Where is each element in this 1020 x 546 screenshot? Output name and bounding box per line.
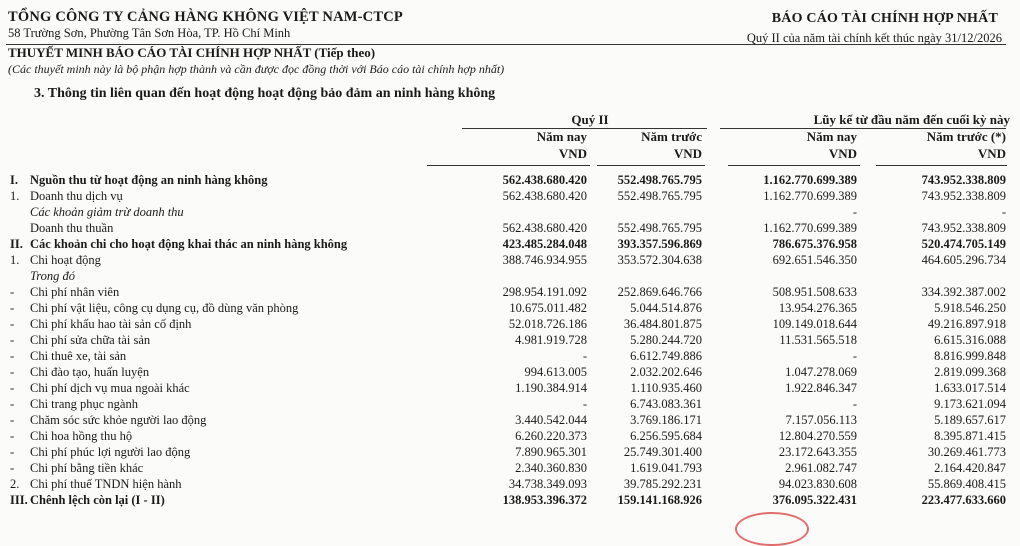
row-label: Chi phí vật liệu, công cụ dụng cụ, đồ dùng văn phòng: [30, 301, 299, 315]
column-header-label: Năm nay: [536, 129, 587, 144]
company-name: TỔNG CÔNG TY CẢNG HÀNG KHÔNG VIỆT NAM-CTCP: [8, 9, 403, 25]
row-value: -: [1001, 205, 1006, 219]
row-value: 508.951.508.633: [772, 285, 857, 299]
table-row: [0, 461, 1020, 476]
row-value: 743.952.338.809: [921, 221, 1006, 235]
row-value: 23.172.643.355: [778, 445, 857, 459]
row-value: 1.190.384.914: [515, 381, 587, 395]
row-value: 1.162.770.699.389: [763, 189, 857, 203]
column-header-prior-ytd: [927, 128, 1006, 162]
report-title: BÁO CÁO TÀI CHÍNH HỢP NHẤT: [771, 11, 998, 26]
row-label: Chi phí nhân viên: [30, 285, 120, 299]
row-value: 55.869.408.415: [927, 477, 1006, 491]
row-code: -: [10, 365, 15, 379]
row-value: 6.612.749.886: [630, 349, 702, 363]
row-value: 5.189.657.617: [934, 413, 1006, 427]
table-row: [0, 285, 1020, 300]
column-header-current-quarter: [537, 128, 587, 162]
table-row: [0, 253, 1020, 268]
row-value: 552.498.765.795: [617, 173, 702, 187]
row-value: 8.816.999.848: [934, 349, 1006, 363]
row-value: 520.474.705.149: [921, 237, 1006, 251]
row-value: 8.395.871.415: [934, 429, 1006, 443]
column-header-current-ytd: [807, 128, 857, 162]
row-value: 5.044.514.876: [630, 301, 702, 315]
row-value: 743.952.338.809: [921, 173, 1006, 187]
row-label: Chi phí thuế TNDN hiện hành: [30, 477, 182, 491]
column-header-unit: VND: [977, 146, 1006, 161]
row-value: 10.675.011.482: [509, 301, 587, 315]
row-code: -: [10, 349, 15, 363]
table-row: [0, 365, 1020, 380]
row-value: 252.869.646.766: [617, 285, 702, 299]
group-heading-quarter: Quý II: [571, 112, 609, 127]
row-value: 3.769.186.171: [630, 413, 702, 427]
row-value: 6.743.083.361: [630, 397, 702, 411]
row-value: 2.340.360.830: [515, 461, 587, 475]
row-value: 1.110.935.460: [630, 381, 702, 395]
row-value: 562.438.680.420: [502, 173, 587, 187]
table-row: [0, 445, 1020, 460]
row-value: 2.819.099.368: [934, 365, 1006, 379]
row-value: 109.149.018.644: [772, 317, 857, 331]
column-header-unit: VND: [673, 146, 702, 161]
column-rule: [597, 165, 705, 166]
row-value: -: [852, 349, 857, 363]
row-value: 786.675.376.958: [772, 237, 857, 251]
row-value: 1.047.278.069: [785, 365, 857, 379]
row-value: 5.280.244.720: [630, 333, 702, 347]
column-header-prior-quarter: [641, 128, 702, 162]
column-rule: [728, 165, 860, 166]
row-value: -: [852, 205, 857, 219]
row-code: -: [10, 429, 15, 443]
row-label: Chênh lệch còn lại (I - II): [30, 493, 165, 507]
row-value: -: [852, 397, 857, 411]
row-code: II.: [10, 237, 23, 251]
row-value: 423.485.284.048: [502, 237, 587, 251]
row-value: 552.498.765.795: [617, 221, 702, 235]
table-row: [0, 477, 1020, 492]
row-value: 388.746.934.955: [502, 253, 587, 267]
row-value: 138.953.396.372: [502, 493, 587, 507]
row-value: 1.922.846.347: [785, 381, 857, 395]
row-value: 2.961.082.747: [785, 461, 857, 475]
group-heading-ytd: Lũy kế từ đầu năm đến cuối kỳ này: [813, 112, 1010, 127]
row-value: 49.216.897.918: [927, 317, 1006, 331]
row-value: 562.438.680.420: [502, 221, 587, 235]
row-value: 562.438.680.420: [502, 189, 587, 203]
row-value: 4.981.919.728: [515, 333, 587, 347]
row-value: 2.164.420.847: [934, 461, 1006, 475]
row-value: 1.162.770.699.389: [763, 173, 857, 187]
row-value: -: [582, 397, 587, 411]
row-value: 552.498.765.795: [617, 189, 702, 203]
row-value: 25.749.301.400: [623, 445, 702, 459]
row-label: Chi trang phục ngành: [30, 397, 138, 411]
table-row: [0, 397, 1020, 412]
table-row: [0, 317, 1020, 332]
row-code: 1.: [10, 189, 20, 203]
notes-subtitle: (Các thuyết minh này là bộ phận hợp thành và cần được đọc đồng thời với Báo cáo tài chính hợp nhất): [8, 62, 505, 76]
table-row: [0, 381, 1020, 396]
table-row: [0, 237, 1020, 252]
row-code: 2.: [10, 477, 20, 491]
row-label: Doanh thu thuần: [30, 221, 114, 235]
row-value: 94.023.830.608: [778, 477, 857, 491]
row-value: 353.572.304.638: [617, 253, 702, 267]
row-value: 1.633.017.514: [934, 381, 1006, 395]
row-value: 36.484.801.875: [623, 317, 702, 331]
row-code: -: [10, 317, 15, 331]
row-label: Chi thuê xe, tài sản: [30, 349, 127, 363]
row-value: 1.162.770.699.389: [763, 221, 857, 235]
row-value: 5.918.546.250: [934, 301, 1006, 315]
table-row: [0, 221, 1020, 236]
row-code: 1.: [10, 253, 20, 267]
notes-title: THUYẾT MINH BÁO CÁO TÀI CHÍNH HỢP NHẤT (Tiếp theo): [8, 45, 376, 60]
row-value: 223.477.633.660: [921, 493, 1006, 507]
row-label: Chi phí dịch vụ mua ngoài khác: [30, 381, 190, 395]
row-value: 7.157.056.113: [785, 413, 857, 427]
row-value: 39.785.292.231: [623, 477, 702, 491]
row-value: 159.141.168.926: [617, 493, 702, 507]
row-value: 464.605.296.734: [921, 253, 1006, 267]
row-label: Chi phí sửa chữa tài sản: [30, 333, 151, 347]
row-code: -: [10, 333, 15, 347]
row-value: 6.260.220.373: [515, 429, 587, 443]
row-value: 1.619.041.793: [630, 461, 702, 475]
table-row: [0, 429, 1020, 444]
row-value: 7.890.965.301: [515, 445, 587, 459]
row-code: -: [10, 413, 15, 427]
row-value: 12.804.270.559: [778, 429, 857, 443]
row-value: 30.269.461.773: [927, 445, 1006, 459]
row-label: Chi phí bằng tiền khác: [30, 461, 144, 475]
row-label: Chi hoa hồng thu hộ: [30, 429, 133, 443]
column-header-unit: VND: [558, 146, 587, 161]
table-row: [0, 301, 1020, 316]
table-row: [0, 205, 1020, 220]
row-code: -: [10, 397, 15, 411]
row-code: -: [10, 285, 15, 299]
table-row: [0, 493, 1020, 508]
row-label: Chăm sóc sức khỏe người lao động: [30, 413, 207, 427]
row-value: 6.615.316.088: [934, 333, 1006, 347]
row-value: 13.954.276.365: [778, 301, 857, 315]
row-label: Các khoản giảm trừ doanh thu: [30, 205, 184, 219]
row-code: -: [10, 461, 15, 475]
report-period: Quý II của năm tài chính kết thúc ngày 31/12/2026: [746, 31, 1002, 45]
red-seal-stamp: [735, 512, 809, 546]
column-header-label: Năm trước: [641, 129, 702, 144]
table-row: [0, 269, 1020, 284]
column-rule: [427, 165, 590, 166]
table-row: [0, 333, 1020, 348]
row-label: Chi hoạt động: [30, 253, 101, 267]
row-value: 393.357.596.869: [617, 237, 702, 251]
row-value: 334.392.387.002: [921, 285, 1006, 299]
row-value: 743.952.338.809: [921, 189, 1006, 203]
row-code: -: [10, 381, 15, 395]
column-rule: [876, 165, 1007, 166]
row-label: Chi phí phúc lợi người lao động: [30, 445, 191, 459]
row-value: 298.954.191.092: [502, 285, 587, 299]
row-code: -: [10, 301, 15, 315]
row-value: 692.651.546.350: [772, 253, 857, 267]
row-label: Doanh thu dịch vụ: [30, 189, 123, 203]
row-value: 376.095.322.431: [772, 493, 857, 507]
table-row: [0, 189, 1020, 204]
row-value: 2.032.202.646: [630, 365, 702, 379]
row-value: -: [582, 349, 587, 363]
table-row: [0, 349, 1020, 364]
row-code: I.: [10, 173, 18, 187]
row-value: 34.738.349.093: [508, 477, 587, 491]
column-header-label: Năm trước (*): [926, 129, 1006, 144]
section-title: 3. Thông tin liên quan đến hoạt động hoạt động bảo đảm an ninh hàng không: [34, 86, 496, 101]
row-label: Chi phí khấu hao tài sản cố định: [30, 317, 192, 331]
row-value: 6.256.595.684: [630, 429, 702, 443]
row-value: 9.173.621.094: [934, 397, 1006, 411]
row-label: Các khoản chi cho hoạt động khai thác an ninh hàng không: [30, 237, 348, 251]
row-label: Chi đào tạo, huấn luyện: [30, 365, 150, 379]
row-value: 3.440.542.044: [515, 413, 587, 427]
column-header-unit: VND: [828, 146, 857, 161]
row-value: 994.613.005: [524, 365, 587, 379]
row-value: 11.531.565.518: [779, 333, 857, 347]
row-code: -: [10, 445, 15, 459]
company-address: 58 Trường Sơn, Phường Tân Sơn Hòa, TP. Hồ Chí Minh: [8, 26, 291, 40]
row-code: III.: [10, 493, 28, 507]
table-row: [0, 413, 1020, 428]
column-header-label: Năm nay: [806, 129, 857, 144]
row-value: 52.018.726.186: [508, 317, 587, 331]
table-row: [0, 173, 1020, 188]
row-label: Nguồn thu từ hoạt động an ninh hàng không: [30, 173, 268, 187]
row-label: Trong đó: [30, 269, 76, 283]
